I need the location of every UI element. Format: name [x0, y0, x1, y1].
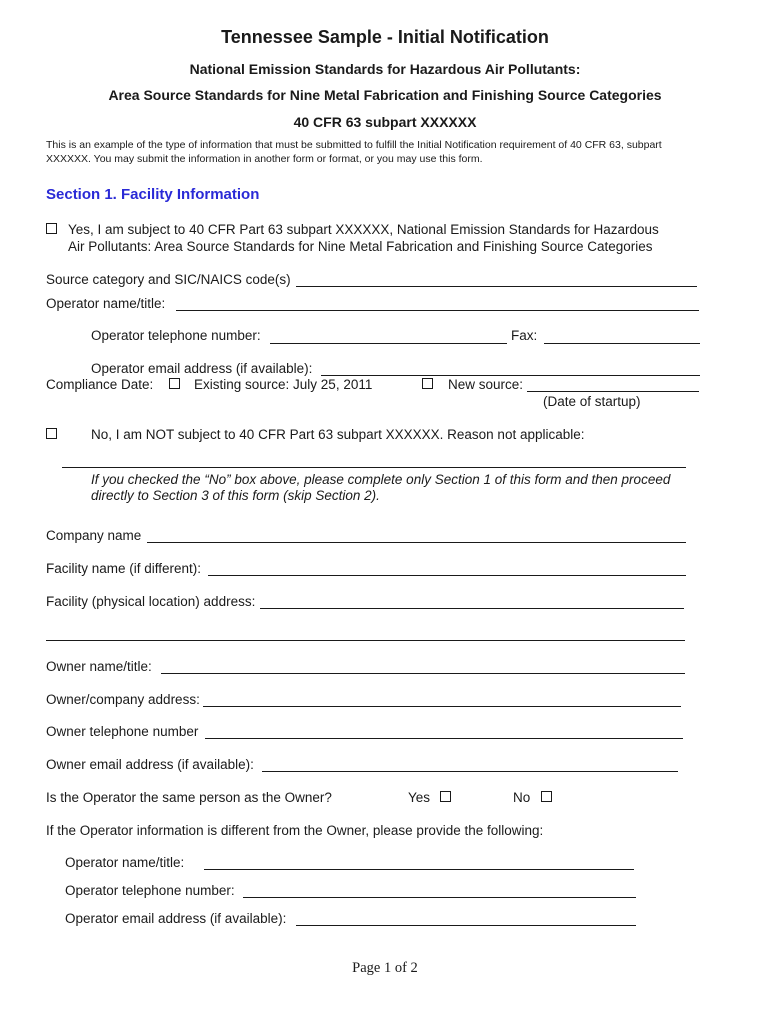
owner-phone-label: Owner telephone number: [46, 724, 199, 739]
date-of-startup-label: (Date of startup): [543, 394, 641, 409]
page-title: Tennessee Sample - Initial Notification: [221, 27, 549, 47]
owner-email-field[interactable]: [262, 771, 678, 772]
new-source-checkbox[interactable]: [422, 378, 433, 389]
page-number: Page 1 of 2: [352, 960, 418, 976]
operator-email-label: Operator email address (if available):: [91, 361, 313, 376]
company-name-field[interactable]: [147, 542, 686, 543]
operator-name-label: Operator name/title:: [46, 296, 166, 311]
not-subject-checkbox[interactable]: [46, 428, 57, 439]
subtitle-cfr: 40 CFR 63 subpart XXXXXX: [293, 114, 477, 130]
facility-name-label: Facility name (if different):: [46, 561, 202, 576]
owner-email-label: Owner email address (if available):: [46, 757, 254, 772]
op2-phone-field[interactable]: [243, 897, 636, 898]
intro-line-2: XXXXXX. You may submit the information in another form or format, or you may use this form.: [46, 153, 483, 165]
company-name-label: Company name: [46, 528, 142, 543]
facility-address-field[interactable]: [260, 608, 684, 609]
operator-phone-field[interactable]: [270, 343, 507, 344]
same-person-no-label: No: [513, 790, 531, 805]
yes-subject-checkbox[interactable]: [46, 223, 57, 234]
operator-email-field[interactable]: [321, 375, 700, 376]
yes-subject-text-1: Yes, I am subject to 40 CFR Part 63 subpart XXXXXX, National Emission Standards for Hazardous: [68, 222, 659, 237]
no-instruction-line-2: directly to Section 3 of this form (skip Section 2).: [91, 488, 380, 503]
owner-phone-field[interactable]: [205, 738, 683, 739]
yes-subject-text-2: Air Pollutants: Area Source Standards for Nine Metal Fabrication and Finishing Source Categories: [68, 239, 653, 254]
owner-name-field[interactable]: [161, 673, 685, 674]
existing-source-checkbox[interactable]: [169, 378, 180, 389]
new-source-date-field[interactable]: [527, 391, 699, 392]
no-instruction-line-1: If you checked the “No” box above, please complete only Section 1 of this form and then proceed: [91, 472, 671, 487]
source-category-field[interactable]: [296, 286, 697, 287]
op2-email-field[interactable]: [296, 925, 636, 926]
intro-line-1: This is an example of the type of information that must be submitted to fulfill the Initial Notification requirement of 40 CFR 63, subpart: [46, 139, 662, 151]
facility-address-label: Facility (physical location) address:: [46, 594, 256, 609]
section-1-heading: Section 1. Facility Information: [46, 186, 260, 203]
owner-address-field[interactable]: [203, 706, 681, 707]
subtitle-area-source: Area Source Standards for Nine Metal Fabrication and Finishing Source Categories: [108, 87, 662, 103]
facility-name-field[interactable]: [208, 575, 686, 576]
different-operator-intro: If the Operator information is different from the Owner, please provide the following:: [46, 823, 544, 838]
same-person-no-checkbox[interactable]: [541, 791, 552, 802]
operator-phone-label: Operator telephone number:: [91, 328, 261, 343]
op2-email-label: Operator email address (if available):: [65, 911, 287, 926]
op2-phone-label: Operator telephone number:: [65, 883, 235, 898]
same-person-question: Is the Operator the same person as the Owner?: [46, 790, 332, 805]
facility-address-field-2[interactable]: [46, 640, 685, 641]
source-category-label: Source category and SIC/NAICS code(s): [46, 272, 291, 287]
op2-name-field[interactable]: [204, 869, 634, 870]
same-person-yes-label: Yes: [408, 790, 431, 805]
fax-field[interactable]: [544, 343, 700, 344]
new-source-label: New source:: [448, 377, 524, 392]
same-person-yes-checkbox[interactable]: [440, 791, 451, 802]
subtitle-neshap: National Emission Standards for Hazardous Air Pollutants:: [189, 61, 581, 77]
op2-name-label: Operator name/title:: [65, 855, 185, 870]
operator-name-field[interactable]: [176, 310, 699, 311]
compliance-date-label: Compliance Date:: [46, 377, 154, 392]
existing-source-label: Existing source: July 25, 2011: [194, 377, 373, 392]
owner-address-label: Owner/company address:: [46, 692, 200, 707]
reason-not-applicable-field[interactable]: [62, 467, 686, 468]
fax-label: Fax:: [511, 328, 538, 343]
owner-name-label: Owner name/title:: [46, 659, 152, 674]
not-subject-text: No, I am NOT subject to 40 CFR Part 63 subpart XXXXXX. Reason not applicable:: [91, 427, 585, 442]
